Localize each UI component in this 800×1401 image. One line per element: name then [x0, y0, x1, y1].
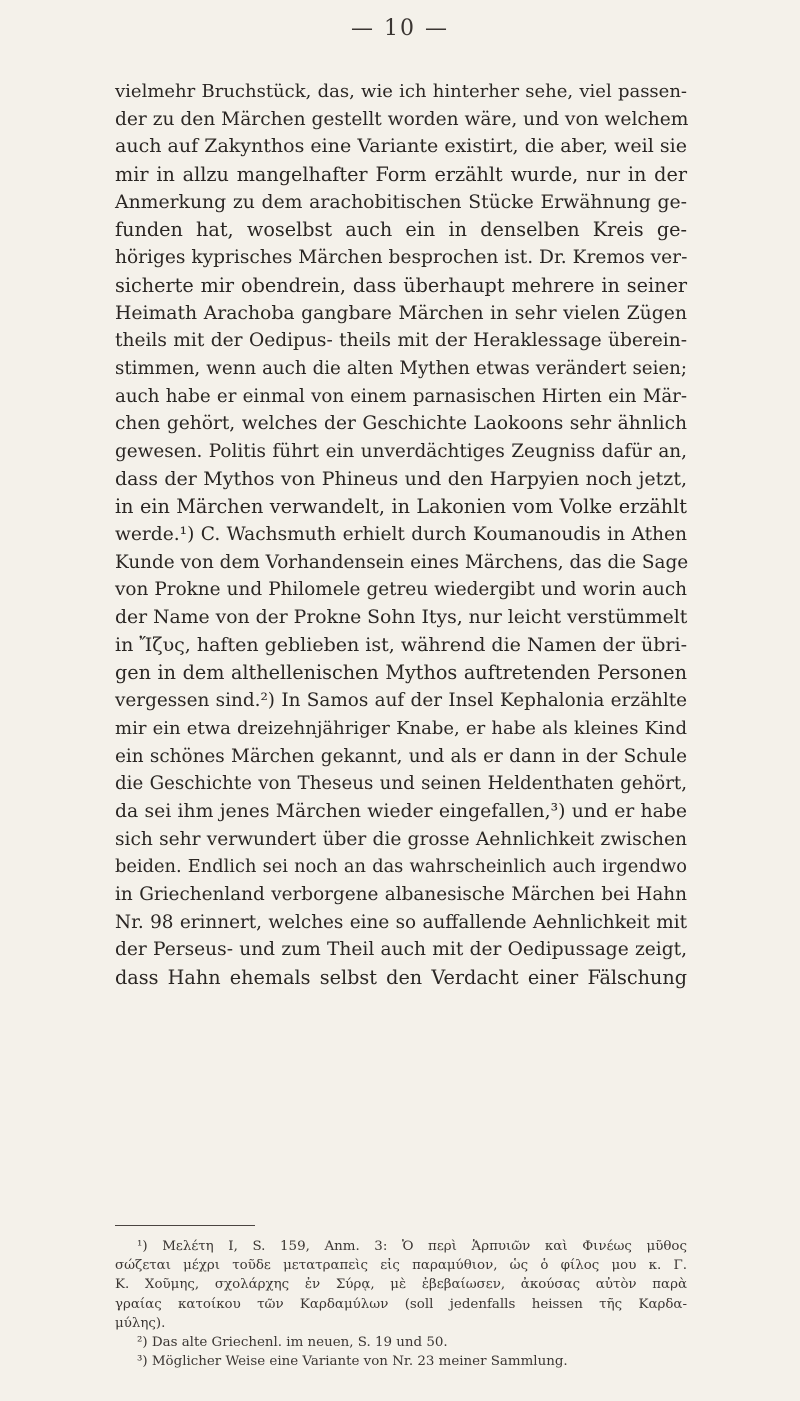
- page-number: — 10 —: [351, 16, 449, 41]
- footnotes: [115, 1237, 687, 1371]
- footnote-line: ¹) Μελέτη I, S. 159, Anm. 3: Ὁ περὶ Ἁρπυιῶν καὶ Φινέως μῦθος: [137, 1239, 687, 1254]
- text-line: in Ἴζυς, haften geblieben ist, während die Namen der übri-: [115, 633, 687, 656]
- footnote-line: ²) Das alte Griechenl. im neuen, S. 19 und 50.: [137, 1334, 448, 1350]
- text-line: in ein Märchen verwandelt, in Lakonien vom Volke erzählt: [115, 495, 687, 519]
- text-line: in Griechenland verborgene albanesische Märchen bei Hahn: [115, 883, 687, 905]
- text-line: ein schönes Märchen gekannt, und als er dann in der Schule: [115, 745, 687, 767]
- text-line: beiden. Endlich sei noch an das wahrscheinlich auch irgendwo: [115, 856, 687, 878]
- text-line: werde.¹) C. Wachsmuth erhielt durch Koumanoudis in Athen: [115, 524, 687, 545]
- footnote-line: ³) Möglicher Weise eine Variante von Nr. 23 meiner Sammlung.: [137, 1354, 568, 1370]
- text-line: dass Hahn ehemals selbst den Verdacht einer Fälschung: [115, 966, 687, 989]
- text-line: chen gehört, welches der Geschichte Laokoons sehr ähnlich: [115, 413, 687, 435]
- main-text: [115, 78, 687, 992]
- footnote-divider: [115, 1225, 255, 1226]
- footnote-line: μύλης).: [115, 1315, 166, 1331]
- text-line: mir in allzu mangelhafter Form erzählt wurde, nur in der: [115, 163, 687, 187]
- text-line: die Geschichte von Theseus und seinen Heldenthaten gehört,: [115, 773, 687, 795]
- text-line: Heimath Arachoba gangbare Märchen in sehr vielen Zügen: [115, 302, 687, 324]
- text-line: sicherte mir obendrein, dass überhaupt mehrere in seiner: [115, 273, 687, 297]
- text-line: dass der Mythos von Phineus und den Harpyien noch jetzt,: [115, 467, 687, 490]
- text-line: gen in dem althellenischen Mythos auftretenden Personen: [115, 661, 687, 685]
- text-line: der zu den Märchen gestellt worden wäre, und von welchem: [115, 108, 689, 130]
- text-line: funden hat, woselbst auch ein in denselben Kreis ge-: [115, 218, 687, 242]
- text-line: theils mit der Oedipus- theils mit der Heraklessage überein-: [115, 330, 687, 352]
- text-line: da sei ihm jenes Märchen wieder eingefallen,³) und er habe: [115, 800, 687, 822]
- text-line: Nr. 98 erinnert, welches eine so auffallende Aehnlichkeit mit: [115, 911, 687, 933]
- text-line: sich sehr verwundert über die grosse Aehnlichkeit zwischen: [115, 828, 687, 850]
- footnote-line: σώζεται μέχρι τοῦδε μετατραπεὶς εἰς παραμύθιον, ὡς ὁ φίλος μου κ. Γ.: [115, 1258, 687, 1274]
- text-line: vergessen sind.²) In Samos auf der Insel Kephalonia erzählte: [115, 690, 687, 712]
- text-line: gewesen. Politis führt ein unverdächtiges Zeugniss dafür an,: [115, 440, 687, 462]
- text-line: mir ein etwa dreizehnjähriger Knabe, er habe als kleines Kind: [115, 717, 687, 739]
- text-line: stimmen, wenn auch die alten Mythen etwas verändert seien;: [115, 357, 687, 379]
- text-line: auch auf Zakynthos eine Variante existirt, die aber, weil sie: [115, 135, 687, 158]
- footnote-line: γραίας κατοίκου τῶν Καρδαμύλων (soll jedenfalls heissen τῆς Καρδα-: [115, 1296, 687, 1312]
- text-line: der Name von der Prokne Sohn Itys, nur leicht verstümmelt: [115, 607, 688, 629]
- text-line: höriges kyprisches Märchen besprochen ist. Dr. Kremos ver-: [115, 247, 688, 269]
- text-line: der Perseus- und zum Theil auch mit der Oedipussage zeigt,: [115, 939, 687, 961]
- text-line: Anmerkung zu dem arachobitischen Stücke Erwähnung ge-: [115, 191, 687, 213]
- footnote-line: Κ. Χοῦμης, σχολάρχης ἐν Σύρᾳ, μὲ ἐβεβαίωσεν, ἀκούσας αὐτὸν παρὰ: [115, 1277, 687, 1293]
- text-line: vielmehr Bruchstück, das, wie ich hinterher sehe, viel passen-: [115, 81, 687, 102]
- text-line: auch habe er einmal von einem parnasischen Hirten ein Mär-: [115, 385, 687, 407]
- text-line: Kunde von dem Vorhandensein eines Märchens, das die Sage: [115, 551, 689, 573]
- text-line: von Prokne und Philomele getreu wiedergibt und worin auch: [115, 579, 687, 601]
